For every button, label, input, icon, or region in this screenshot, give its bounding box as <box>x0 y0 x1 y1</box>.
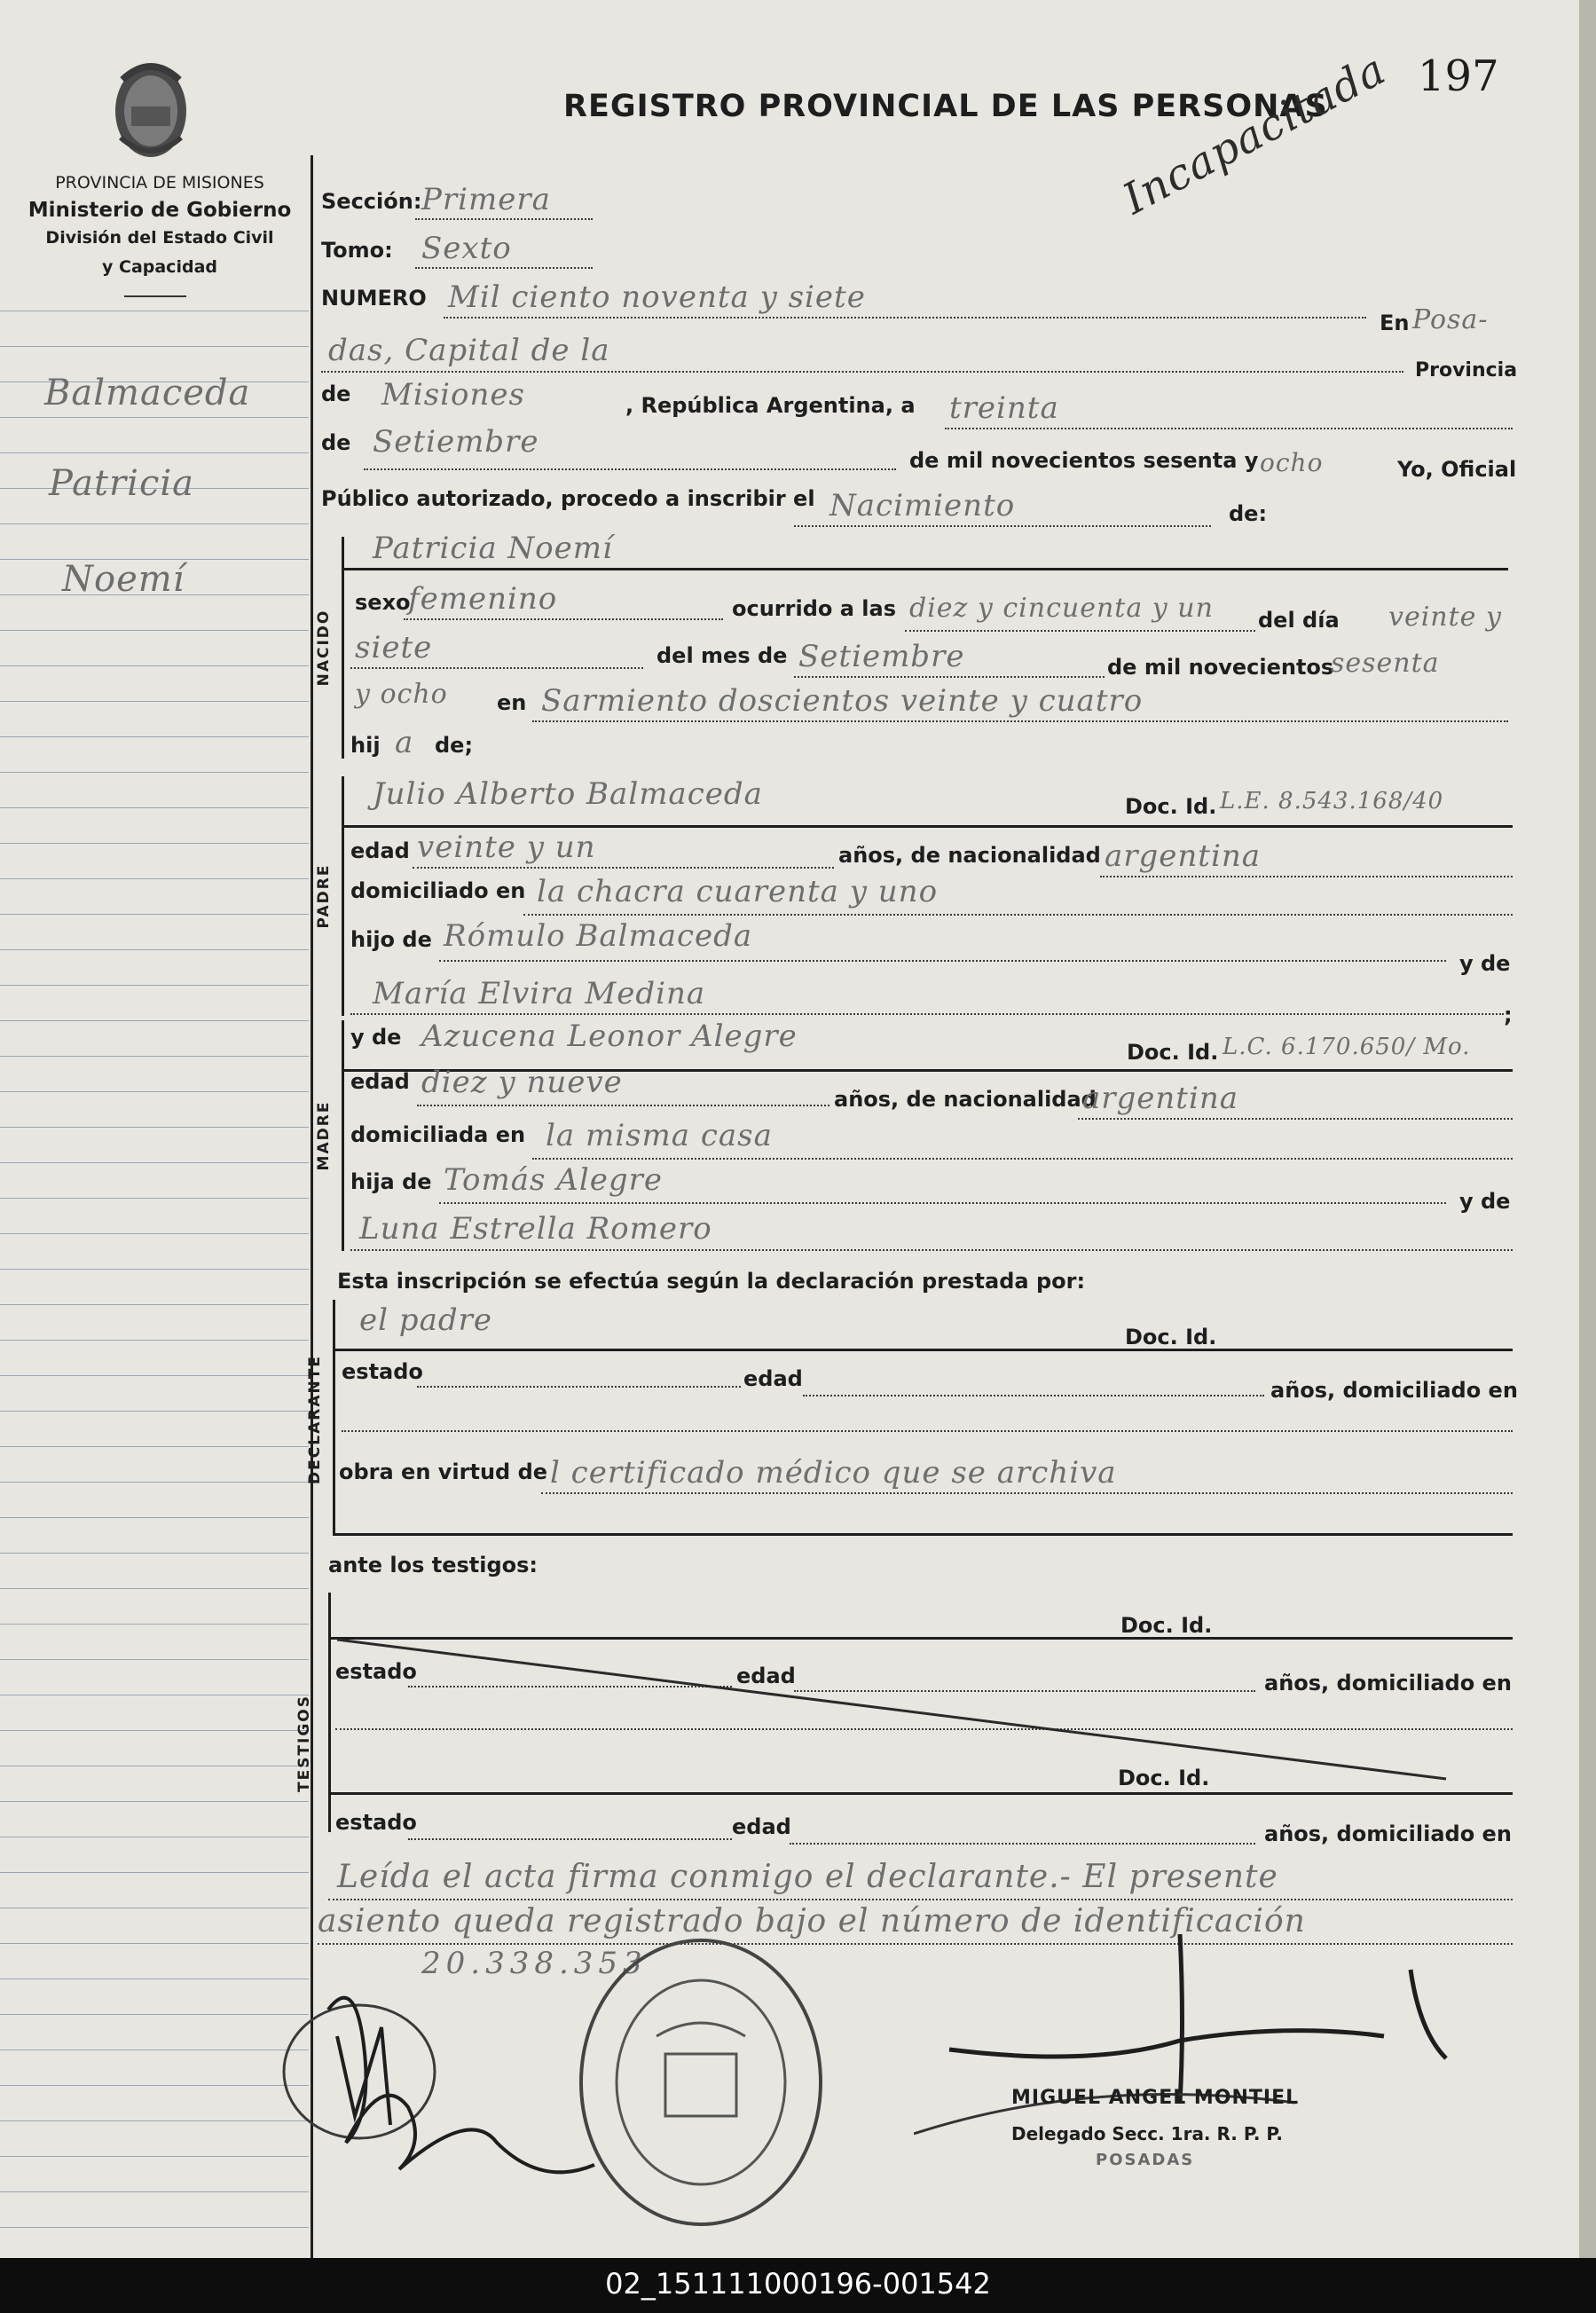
margin-ruled-line <box>0 1446 309 1447</box>
mil-label: de mil novecientos sesenta y <box>909 448 1259 473</box>
padre-border <box>342 776 344 1016</box>
margin-ruled-line <box>0 1127 309 1128</box>
page-number: 197 <box>1418 51 1499 101</box>
nacido-mes-value: Setiembre <box>798 639 965 674</box>
margin-ruled-line <box>0 1872 309 1873</box>
margin-ruled-line <box>0 417 309 418</box>
de-colon-label: de: <box>1229 501 1268 526</box>
declarant-signature <box>275 1939 612 2223</box>
margin-surname: Balmaceda <box>44 373 251 413</box>
madre-domicilio: la misma casa <box>546 1118 773 1153</box>
margin-ruled-line <box>0 2120 309 2121</box>
padre-domicilio-line <box>523 914 1513 916</box>
margin-second-name: Noemí <box>62 559 185 600</box>
testigo1-doc-label: Doc. Id. <box>1120 1613 1213 1638</box>
margin-ruled-line <box>0 630 309 631</box>
padre-domicilio-label: domiciliado en <box>350 878 526 903</box>
declarante-nombre-line <box>333 1349 1513 1351</box>
declarante-edad-line <box>803 1395 1264 1396</box>
official-signature <box>914 1934 1482 2147</box>
seccion-line <box>415 218 593 220</box>
nacido-section-label: NACIDO <box>315 609 333 687</box>
testigo2-doc-label: Doc. Id. <box>1118 1766 1210 1790</box>
margin-ruled-line <box>0 1411 309 1412</box>
madre-madre-de-line <box>350 1249 1513 1251</box>
testigo1-edad-label: edad <box>736 1664 796 1688</box>
padre-nombre-line <box>342 825 1513 828</box>
margin-ruled-line <box>0 1269 309 1270</box>
declarante-section-label: DECLARANTE <box>306 1355 324 1484</box>
testigo2-edad-line <box>790 1843 1255 1845</box>
declarante-intro: Esta inscripción se efectúa según la declaración prestada por: <box>337 1269 1086 1294</box>
margin-ruled-line <box>0 1056 309 1057</box>
padre-madre-de-line <box>350 1013 1504 1015</box>
cierre-line-1 <box>328 1899 1513 1900</box>
dia-line-2 <box>350 667 643 669</box>
declarante-estado-label: estado <box>342 1359 423 1384</box>
madre-padre-de-line <box>439 1202 1446 1204</box>
margin-ruled-line <box>0 1517 309 1518</box>
margin-ruled-line <box>0 1020 309 1021</box>
provincia-value: Misiones <box>381 377 525 413</box>
coat-of-arms-emblem <box>105 53 198 164</box>
lugar-value-2: das, Capital de la <box>328 333 610 368</box>
margin-ruled-line <box>0 736 309 737</box>
declarante-edad-label: edad <box>743 1366 803 1391</box>
margin-ruled-line <box>0 523 309 524</box>
margin-ruled-line <box>0 878 309 879</box>
ministry-name: Ministerio de Gobierno <box>28 199 292 222</box>
padre-padre-de: Rómulo Balmaceda <box>444 918 753 954</box>
padre-edad-label: edad <box>350 838 410 863</box>
numero-value: Mil ciento noventa y siete <box>448 279 866 315</box>
margin-ruled-line <box>0 1375 309 1376</box>
tomo-value: Sexto <box>421 231 512 266</box>
cierre-numero: 20.338.353 <box>421 1946 648 1981</box>
seccion-value: Primera <box>421 182 551 217</box>
official-seal <box>568 1930 834 2236</box>
madre-section-label: MADRE <box>315 1100 333 1171</box>
declarante-nombre: el padre <box>359 1302 492 1338</box>
madre-edad-line <box>417 1105 829 1106</box>
testigos-intro: ante los testigos: <box>328 1553 539 1577</box>
tomo-line <box>415 267 593 269</box>
division-name: División del Estado Civil <box>45 228 274 248</box>
madre-nombre: Azucena Leonor Alegre <box>421 1019 798 1054</box>
declarante-estado-line <box>417 1386 741 1388</box>
margin-ruled-line <box>0 1659 309 1660</box>
padre-hijo-label: hijo de <box>350 927 432 952</box>
ocurrido-label: ocurrido a las <box>732 596 896 621</box>
cierre-linea-1: Leída el acta firma conmigo el declarante.- El presente <box>337 1859 1278 1895</box>
testigos-section-label: TESTIGOS <box>295 1694 313 1793</box>
madre-edad-label: edad <box>350 1069 410 1094</box>
hora-line <box>905 630 1255 632</box>
seccion-label: Sección: <box>321 189 422 214</box>
madre-hija-label: hija de <box>350 1169 432 1194</box>
padre-padre-de-line <box>439 960 1446 962</box>
hora-value: diez y cincuenta y un <box>909 593 1214 624</box>
margin-ruled-line <box>0 985 309 986</box>
margin-ruled-line <box>0 1162 309 1163</box>
margin-ruled-line <box>0 1482 309 1483</box>
margin-ruled-line <box>0 2014 309 2015</box>
lugar-line-2 <box>321 371 1403 373</box>
acto-value: Nacimiento <box>829 488 1016 523</box>
margin-ruled-line <box>0 2049 309 2050</box>
oficial-label: Yo, Oficial <box>1397 457 1517 482</box>
nacido-nombre-line <box>342 568 1508 570</box>
madre-doc-value: L.C. 6.170.650/ Mo. <box>1223 1034 1471 1060</box>
numero-label: NUMERO <box>321 286 427 311</box>
testigo2-edad-label: edad <box>732 1814 791 1839</box>
madre-y-de-label-2: y de <box>1459 1189 1511 1214</box>
madre-domicilio-label: domiciliada en <box>350 1122 526 1147</box>
dia-value: treinta <box>949 390 1059 426</box>
madre-y-de-label: y de <box>350 1025 402 1050</box>
padre-nacionalidad-line <box>1100 876 1513 877</box>
padre-anos-label: años, de nacionalidad <box>838 843 1101 868</box>
image-identifier: 02_151111000196-001542 <box>605 2267 991 2301</box>
publico-label: Público autorizado, procedo a inscribir el <box>321 486 815 511</box>
margin-ruled-line <box>0 1091 309 1092</box>
nacido-mes-label: del mes de <box>656 643 788 668</box>
testigo2-anos-label: años, domiciliado en <box>1264 1821 1512 1846</box>
acto-line <box>794 525 1211 527</box>
padre-madre-de: María Elvira Medina <box>373 976 706 1011</box>
division-name-2: y Capacidad <box>102 257 217 277</box>
testigo1-estado-label: estado <box>335 1659 417 1684</box>
testigo2-estado-line <box>408 1838 732 1840</box>
padre-domicilio: la chacra cuarenta y uno <box>537 874 939 909</box>
madre-doc-label: Doc. Id. <box>1127 1040 1219 1065</box>
header-divider <box>124 295 186 297</box>
margin-ruled-line <box>0 346 309 347</box>
margin-ruled-line <box>0 1588 309 1589</box>
margin-ruled-line <box>0 1624 309 1625</box>
nacido-anio-1: sesenta <box>1331 648 1440 679</box>
margin-ruled-line <box>0 1304 309 1305</box>
margin-ruled-line <box>0 2191 309 2192</box>
official-name: MIGUEL ANGEL MONTIEL <box>1011 2087 1300 2109</box>
margin-ruled-line <box>0 1233 309 1234</box>
padre-nombre: Julio Alberto Balmaceda <box>373 776 763 812</box>
declarante-obra-line <box>541 1492 1513 1494</box>
margin-ruled-line <box>0 949 309 950</box>
testigo1-anos-label: años, domiciliado en <box>1264 1671 1512 1695</box>
madre-domicilio-line <box>532 1158 1513 1160</box>
provincia-label: Provincia <box>1415 359 1518 382</box>
nacido-en-label: en <box>497 690 527 715</box>
declarante-domicilio-line <box>342 1430 1513 1432</box>
padre-doc-label: Doc. Id. <box>1125 794 1217 819</box>
margin-ruled-line <box>0 1801 309 1802</box>
margin-ruled-line <box>0 914 309 915</box>
sexo-label: sexo <box>355 590 411 615</box>
madre-border <box>342 1020 344 1251</box>
hij-suffix: a <box>395 725 414 760</box>
declarante-obra-value: l certificado médico que se archiva <box>550 1455 1117 1491</box>
dia-line <box>945 428 1513 429</box>
padre-section-label: PADRE <box>315 863 333 929</box>
en-label: En <box>1380 311 1410 335</box>
testigos-cancel-stroke <box>328 1632 1482 1783</box>
testigo2-nombre-line <box>328 1792 1513 1795</box>
margin-first-name: Patricia <box>49 463 194 504</box>
official-place: POSADAS <box>1096 2151 1195 2169</box>
hij-label: hij <box>350 733 381 758</box>
footer-bar <box>0 2258 1596 2313</box>
lugar-value-1: Posa- <box>1412 304 1489 335</box>
testigo2-estado-label: estado <box>335 1810 417 1835</box>
anio-value: ocho <box>1260 448 1324 477</box>
margin-ruled-line <box>0 1730 309 1731</box>
madre-anos-label: años, de nacionalidad <box>834 1087 1097 1112</box>
province-name: PROVINCIA DE MISIONES <box>55 173 264 193</box>
madre-padre-de: Tomás Alegre <box>444 1162 663 1198</box>
nacido-mil-label: de mil novecientos <box>1107 655 1334 680</box>
republica-label: , República Argentina, a <box>625 393 916 418</box>
official-title: Delegado Secc. 1ra. R. P. P. <box>1011 2123 1283 2144</box>
margin-ruled-line <box>0 2085 309 2086</box>
tomo-label: Tomo: <box>321 238 393 263</box>
dia-value-1: veinte y <box>1388 602 1502 633</box>
dia-value-2: siete <box>355 630 433 665</box>
nacido-lugar: Sarmiento doscientos veinte y cuatro <box>541 683 1144 719</box>
margin-ruled-line <box>0 1198 309 1199</box>
madre-nacionalidad-line <box>1078 1118 1513 1120</box>
margin-ruled-line <box>0 2156 309 2157</box>
hij-de-label: de; <box>435 733 474 758</box>
margin-ruled-line <box>0 1943 309 1944</box>
declarante-bottom-line <box>333 1533 1513 1536</box>
margin-ruled-line <box>0 843 309 844</box>
mes-line <box>364 468 896 470</box>
margin-ruled-line <box>0 2227 309 2228</box>
padre-edad-line <box>413 867 834 869</box>
madre-madre-de: Luna Estrella Romero <box>359 1211 712 1247</box>
de-label: de <box>321 382 351 406</box>
de-label-2: de <box>321 430 351 455</box>
margin-ruled-line <box>0 807 309 808</box>
declarante-anos-label: años, domiciliado en <box>1270 1378 1518 1403</box>
margin-ruled-line <box>0 1340 309 1341</box>
nacido-lugar-line <box>532 720 1508 722</box>
nacido-nombre: Patricia Noemí <box>373 531 613 566</box>
nacido-mes-line <box>794 676 1105 678</box>
madre-nacionalidad: argentina <box>1082 1081 1239 1116</box>
padre-nacionalidad: argentina <box>1105 838 1262 874</box>
nacido-anio-2: y ocho <box>355 679 448 710</box>
margin-ruled-line <box>0 772 309 773</box>
margin-ruled-line <box>0 701 309 702</box>
page-edge <box>1579 0 1596 2258</box>
declarante-doc-label: Doc. Id. <box>1125 1325 1217 1349</box>
numero-line <box>444 317 1366 319</box>
del-dia-label: del día <box>1258 608 1340 633</box>
declarante-obra-label: obra en virtud de <box>339 1459 548 1484</box>
sexo-value: femenino <box>408 581 558 617</box>
margin-ruled-line <box>0 665 309 666</box>
margin-ruled-line <box>0 452 309 453</box>
margin-ruled-line <box>0 1553 309 1554</box>
document-title: REGISTRO PROVINCIAL DE LAS PERSONAS <box>563 89 1328 124</box>
padre-semicolon: ; <box>1504 1003 1513 1027</box>
declarante-border <box>333 1300 335 1535</box>
incapacitada-stamp: Incapacitada <box>1114 44 1395 224</box>
padre-edad-value: veinte y un <box>417 830 596 865</box>
padre-doc-value: L.E. 8.543.168/40 <box>1220 788 1444 814</box>
mes-value: Setiembre <box>373 424 539 460</box>
sexo-line <box>404 618 723 620</box>
padre-y-de-label: y de <box>1459 951 1511 976</box>
madre-edad-value: diez y nueve <box>421 1065 623 1100</box>
cierre-linea-2: asiento queda registrado bajo el número de identificación <box>318 1903 1306 1939</box>
